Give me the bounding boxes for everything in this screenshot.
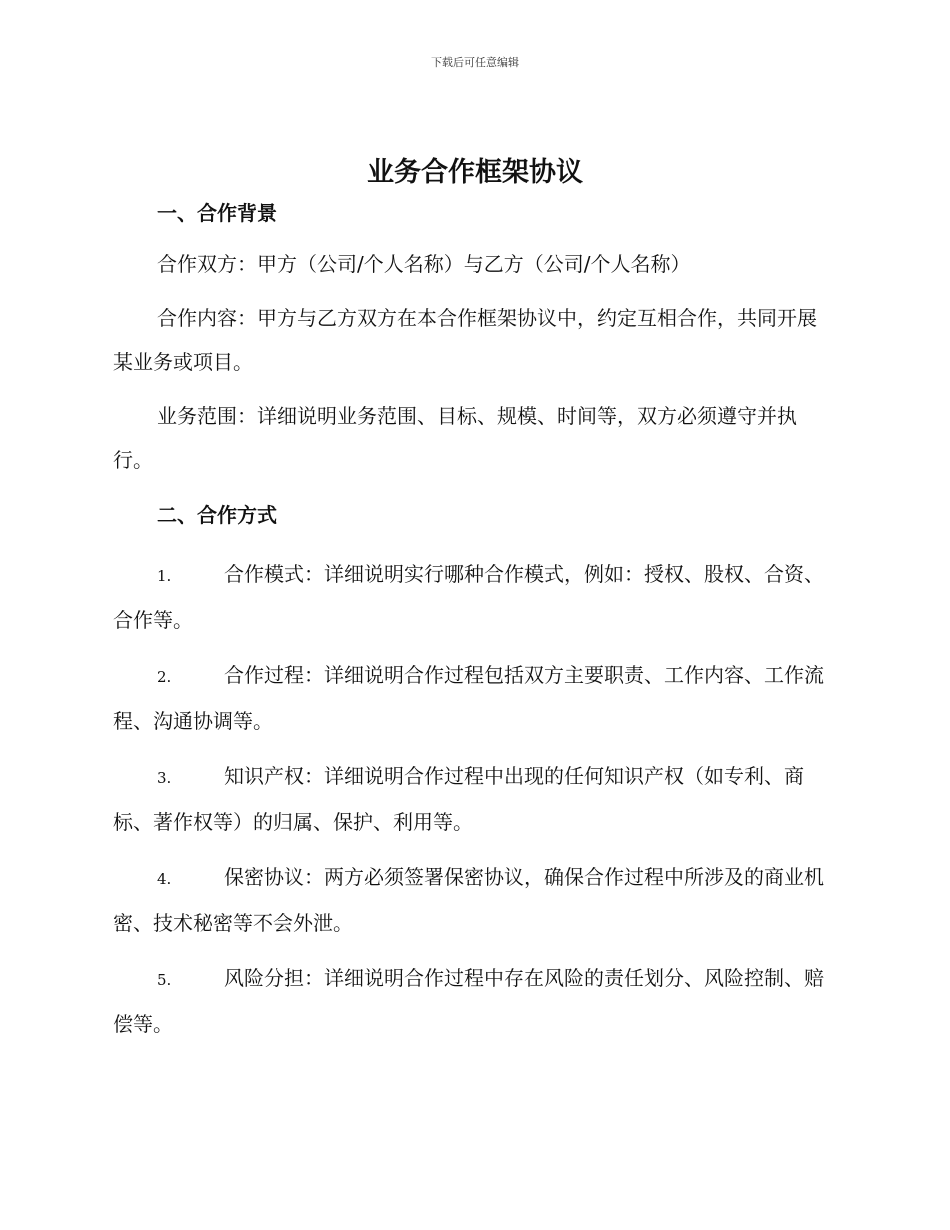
list-item bbox=[113, 956, 835, 1046]
list-item-number: 3. bbox=[157, 769, 172, 787]
list-item-text: 风险分担：详细说明合作过程中存在风险的责任划分、风险控制、赔偿等。 bbox=[113, 966, 824, 1036]
document-body bbox=[113, 196, 835, 1046]
header-note: 下载后可任意编辑 bbox=[431, 56, 519, 69]
document-title: 业务合作框架协议 bbox=[367, 157, 583, 188]
list-item-number: 1. bbox=[157, 567, 172, 585]
list-item-number: 4. bbox=[157, 870, 172, 888]
list-item-number: 5. bbox=[157, 971, 172, 989]
list-item-number: 2. bbox=[157, 668, 172, 686]
list-item bbox=[113, 855, 835, 945]
list-item bbox=[113, 653, 835, 743]
list-item-text: 知识产权：详细说明合作过程中出现的任何知识产权（如专利、商标、著作权等）的归属、保护、利用等。 bbox=[113, 764, 804, 834]
section-heading-background: 一、合作背景 bbox=[157, 201, 277, 225]
list-item-text: 合作模式：详细说明实行哪种合作模式，例如：授权、股权、合资、合作等。 bbox=[113, 562, 824, 632]
list-item bbox=[113, 552, 835, 642]
paragraph-parties: 合作双方：甲方（公司/个人名称）与乙方（公司/个人名称） bbox=[157, 252, 691, 276]
list-item-text: 保密协议：两方必须签署保密协议，确保合作过程中所涉及的商业机密、技术秘密等不会外泄。 bbox=[113, 865, 824, 935]
paragraph-scope: 业务范围：详细说明业务范围、目标、规模、时间等，双方必须遵守并执行。 bbox=[113, 404, 797, 472]
list-item-text: 合作过程：详细说明合作过程包括双方主要职责、工作内容、工作流程、沟通协调等。 bbox=[113, 663, 824, 733]
section-heading-method: 二、合作方式 bbox=[157, 503, 277, 527]
list-item bbox=[113, 754, 835, 844]
paragraph-content: 合作内容：甲方与乙方双方在本合作框架协议中，约定互相合作，共同开展某业务或项目。 bbox=[113, 306, 817, 374]
